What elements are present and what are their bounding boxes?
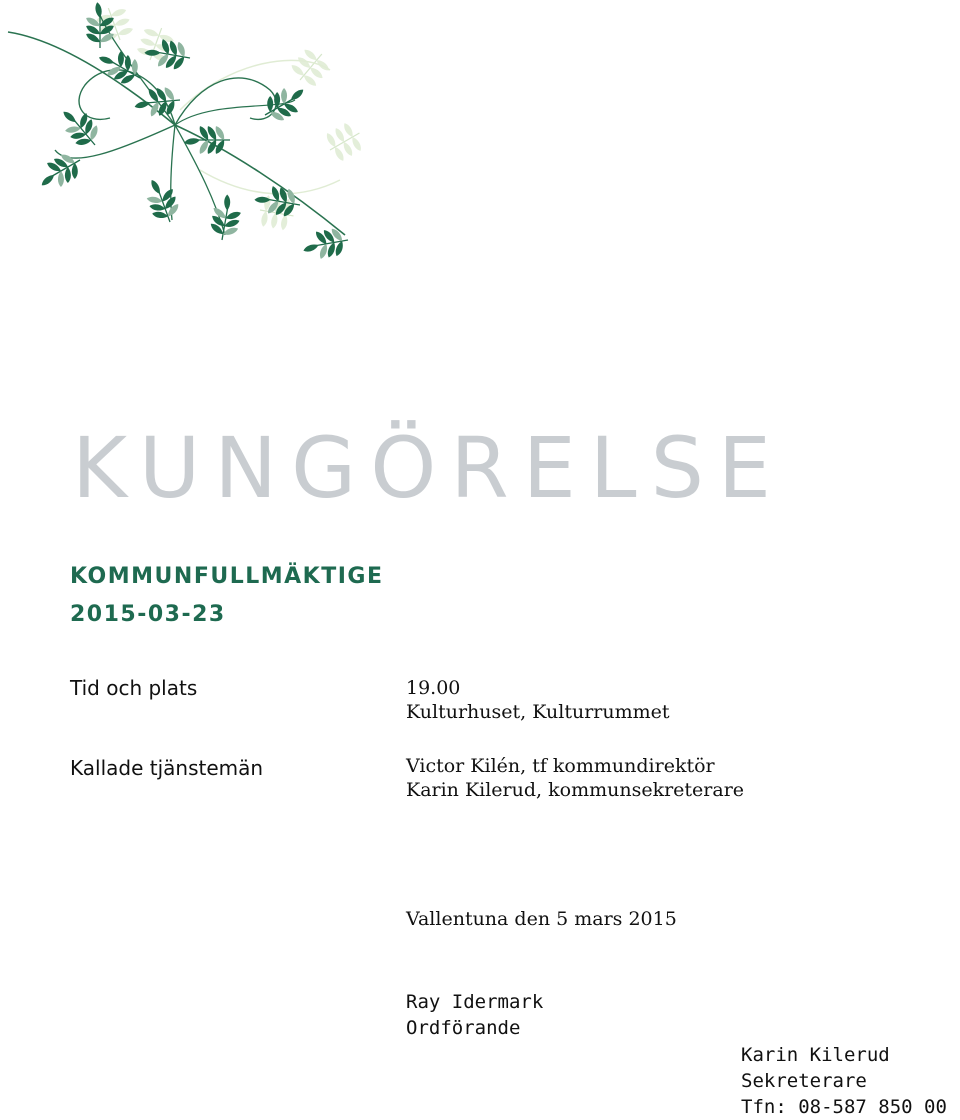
detail-line: Victor Kilén, tf kommundirektör	[406, 755, 715, 777]
chair-signature-block	[406, 989, 543, 1041]
secretary-signature-block	[741, 1042, 947, 1120]
detail-label-officials: Kallade tjänstemän	[70, 756, 264, 780]
detail-line: Kulturhuset, Kulturrummet	[406, 701, 670, 723]
organ-name: KOMMUNFULLMÄKTIGE	[70, 564, 384, 589]
document-heading: KUNGÖRELSE	[72, 419, 785, 517]
chair-name: Ray Idermark	[406, 991, 544, 1013]
detail-value-time-place	[406, 676, 670, 724]
secretary-name: Karin Kilerud	[741, 1044, 890, 1066]
detail-value-officials	[406, 754, 744, 802]
detail-line: 19.00	[406, 677, 461, 699]
chair-title: Ordförande	[406, 1017, 521, 1039]
meeting-date: 2015-03-23	[70, 602, 226, 627]
vine-ornament-logo	[0, 0, 370, 260]
detail-line: Karin Kilerud, kommunsekreterare	[406, 779, 745, 801]
secretary-title: Sekreterare	[741, 1070, 867, 1092]
secretary-phone: Tfn: 08-587 850 00	[741, 1096, 947, 1118]
place-and-date: Vallentuna den 5 mars 2015	[406, 908, 677, 930]
detail-label-time-place: Tid och plats	[70, 676, 198, 700]
